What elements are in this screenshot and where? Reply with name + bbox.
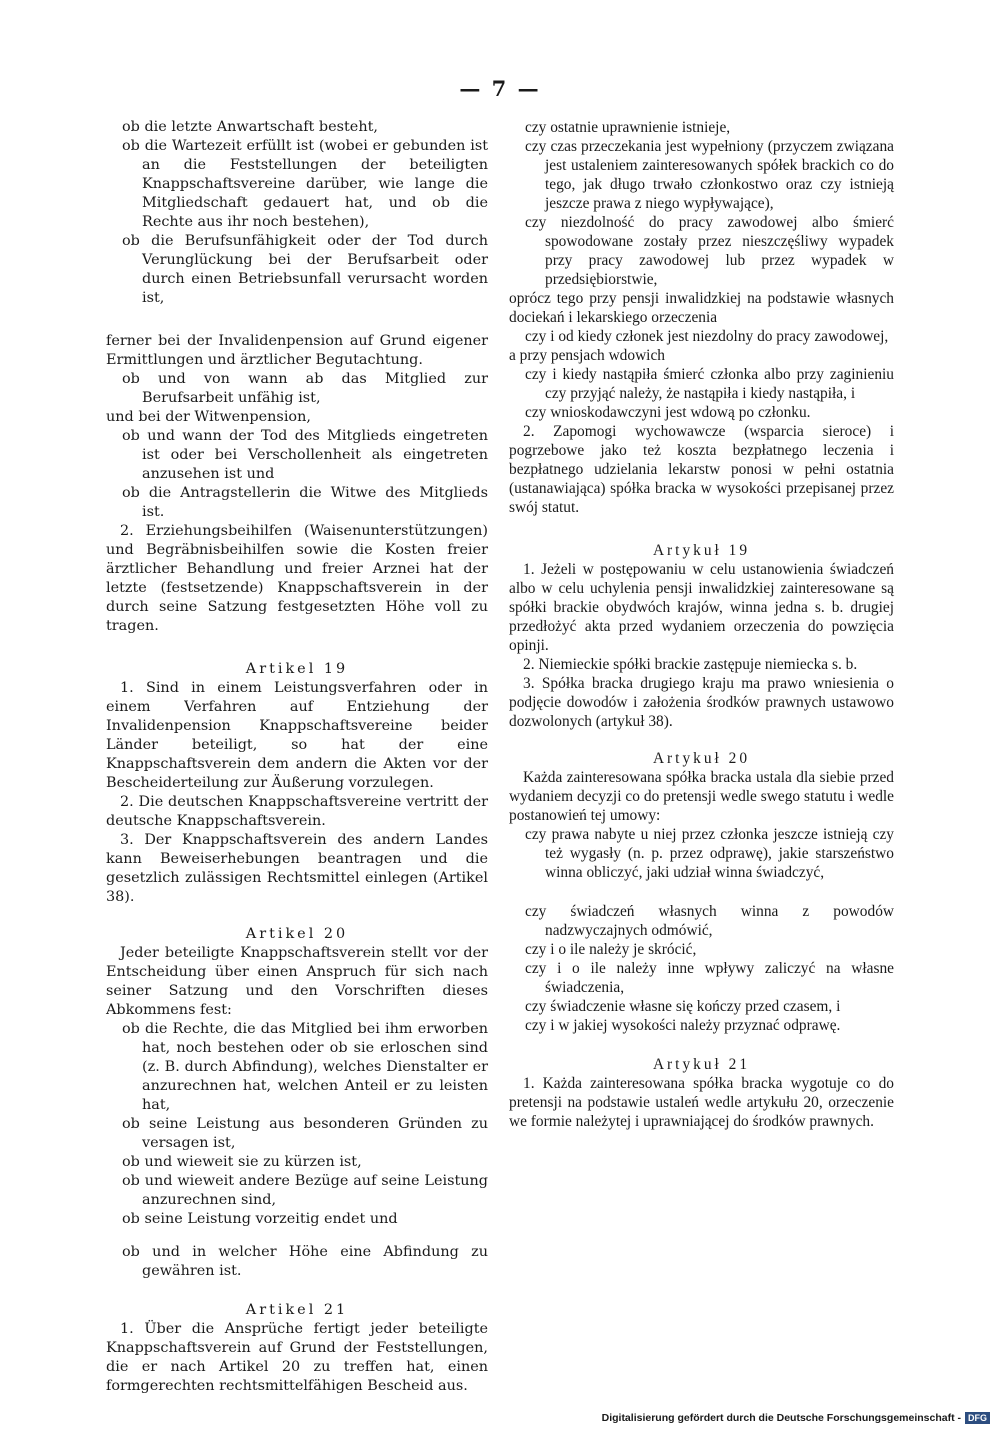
- list-item: ob und wann der Tod des Mitglieds eingetreten ist oder bei Verschollenheit als eingetreten anzusehen ist und: [122, 428, 488, 482]
- list-item: ob und wieweit sie zu kürzen ist,: [122, 1154, 362, 1170]
- article-heading: Artykuł 19: [652, 542, 751, 559]
- paragraph: 2. Zapomogi wychowawcze (wsparcia sieroce) i pogrzebowe jako też koszta bezpłatnego leczenia i bezpłatnego udzielania lekarstw ponosi w pełni ostatnia (ustanawiająca) spółka bracka w wysokości przepisanej przez swój statut.: [509, 423, 894, 516]
- article-heading: Artikel 21: [245, 1302, 349, 1318]
- list-item: czy wnioskodawczyni jest wdową po członku.: [525, 404, 811, 421]
- paragraph: Jeder beteiligte Knappschaftsverein stellt vor der Entscheidung über einen Anspruch für sich nach seiner Satzung und den Vorschriften dieses Abkommens fest:: [106, 945, 488, 1018]
- list-item: ob seine Leistung vorzeitig endet und: [122, 1211, 398, 1227]
- footer: [602, 1412, 990, 1424]
- list-item: ob und in welcher Höhe eine Abfindung zu gewähren ist.: [122, 1244, 488, 1279]
- list-item: ob die Berufsunfähigkeit oder der Tod durch Verunglückung bei der Berufsarbeit oder durch einen Betriebsunfall verursacht worden ist,: [122, 233, 488, 306]
- paragraph: 2. Die deutschen Knappschaftsvereine vertritt der deutsche Knappschaftsverein.: [106, 794, 488, 829]
- list-item: ob und von wann ab das Mitglied zur Berufsarbeit unfähig ist,: [122, 371, 488, 406]
- list-item: czy świadczenie własne się kończy przed czasem, i: [525, 998, 841, 1015]
- list-item: czy i w jakiej wysokości należy przyznać odprawę.: [525, 1017, 841, 1034]
- article-heading: Artykuł 21: [652, 1056, 751, 1073]
- paragraph: ferner bei der Invalidenpension auf Grund eigener Ermittlungen und ärztlicher Begutachtung.: [106, 333, 488, 368]
- page-number: — 7 —: [459, 76, 541, 101]
- paragraph: oprócz tego przy pensji inwalidzkiej na podstawie własnych dociekań i lekarskiego orzeczenia: [509, 290, 894, 326]
- paragraph: 1. Über die Ansprüche fertigt jeder beteiligte Knappschaftsverein auf Grund der Feststellungen, die er nach Artikel 20 zu treffen hat, einen formgerechten rechtsmittelfähigen Bescheid aus.: [106, 1321, 488, 1394]
- list-item: czy i od kiedy członek jest niezdolny do pracy zawodowej,: [525, 328, 889, 345]
- paragraph: a przy pensjach wdowich: [509, 347, 665, 364]
- paragraph: 3. Spółka bracka drugiego kraju ma prawo wniesienia o podjęcie dowodów i założenia środków prawnych ustawowo dozwolonych (artykuł 38).: [509, 675, 894, 730]
- list-item: czy i o ile należy inne wpływy zaliczyć na własne świadczenia,: [525, 960, 894, 996]
- list-item: czy czas przeczekania jest wypełniony (przyczem związana jest ustaleniem zainteresowanych spółek brackich co do tego, jak długo trwało członkostwo oraz czy istnieją jeszcze prawa z niego wypływające),: [525, 138, 894, 212]
- article-heading: Artykuł 20: [652, 750, 751, 767]
- list-item: czy niezdolność do pracy zawodowej albo śmierć spowodowane zostały przez nieszczęśliwy wypadek przy pracy zawodowej lub przez wypadek w przedsiębiorstwie,: [525, 214, 894, 288]
- polish-column: [509, 118, 894, 1131]
- paragraph: 1. Każda zainteresowana spółka bracka wygotuje co do pretensji na podstawie ustaleń wedle artykułu 20, orzeczenie we formie należytej i uprawniającej do środków prawnych.: [509, 1075, 894, 1130]
- list-item: ob die Wartezeit erfüllt ist (wobei er gebunden ist an die Feststellungen der beteiligten Knappschaftsvereine darüber, wie lange die Mitgliedschaft gedauert hat, und ob die Rechte aus ihr noch bestehen),: [122, 138, 488, 230]
- list-item: ob und wieweit andere Bezüge auf seine Leistung anzurechnen sind,: [122, 1173, 488, 1208]
- list-item: czy świadczeń własnych winna z powodów nadzwyczajnych odmówić,: [525, 903, 894, 939]
- paragraph: und bei der Witwenpension,: [106, 409, 311, 425]
- list-item: ob seine Leistung aus besonderen Gründen zu versagen ist,: [122, 1116, 488, 1151]
- paragraph: 3. Der Knappschaftsverein des andern Landes kann Beweiserhebungen beantragen und die gesetzlich zulässigen Rechtsmittel einlegen (Artikel 38).: [106, 832, 488, 905]
- list-item: czy prawa nabyte u niej przez członka jeszcze istnieją czy też wygasły (n. p. przez odprawę), jakie starszeństwo winna obliczyć, jaki udział winna świadczyć,: [525, 826, 894, 881]
- list-item: ob die Rechte, die das Mitglied bei ihm erworben hat, noch bestehen oder ob sie erloschen sind (z. B. durch Abfindung), welches Dienstalter er anzurechnen hat, welchen Anteil er zu leisten hat,: [122, 1021, 488, 1113]
- list-item: czy i o ile należy je skrócić,: [525, 941, 697, 958]
- list-item: ob die letzte Anwartschaft besteht,: [122, 119, 378, 135]
- german-column: [106, 118, 488, 1396]
- paragraph: 1. Jeżeli w postępowaniu w celu ustanowienia świadczeń albo w celu uchylenia pensji inwalidzkiej zainteresowane są spółki brackie obydwóch krajów, winna jedna s. b. drugiej przedłożyć akta przed wydaniem orzeczenia do powzięcia opinji.: [509, 561, 894, 654]
- paragraph: 2. Erziehungsbeihilfen (Waisenunterstützungen) und Begräbnisbeihilfen sowie die Kosten freier ärztlicher Behandlung und freier Arznei hat der letzte (festsetzende) Knappschaftsverein in der durch seine Satzung festgesetzten Höhe voll zu tragen.: [106, 523, 488, 634]
- paragraph: 2. Niemieckie spółki brackie zastępuje niemiecka s. b.: [523, 656, 858, 673]
- dfg-logo: DFG: [965, 1412, 990, 1424]
- list-item: ob die Antragstellerin die Witwe des Mitglieds ist.: [122, 485, 488, 520]
- list-item: czy ostatnie uprawnienie istnieje,: [525, 119, 731, 136]
- paragraph: Każda zainteresowana spółka bracka ustala dla siebie przed wydaniem decyzji co do pretensji wedle swego statutu i wedle postanowień tej umowy:: [509, 769, 894, 824]
- paragraph: 1. Sind in einem Leistungsverfahren oder in einem Verfahren auf Entziehung der Invalidenpension Knappschaftsvereine beider Länder beteiligt, so hat der eine Knappschaftsverein dem andern die Akten vor der Bescheiderteilung zur Äußerung vorzulegen.: [106, 680, 488, 791]
- list-item: czy i kiedy nastąpiła śmierć członka albo przy zaginieniu czy przyjąć należy, że nastąpiła i kiedy nastąpiła, i: [525, 366, 894, 402]
- article-heading: Artikel 20: [245, 926, 349, 942]
- footer-text: Digitalisierung gefördert durch die Deutsche Forschungsgemeinschaft -: [601, 1412, 961, 1424]
- article-heading: Artikel 19: [245, 661, 349, 677]
